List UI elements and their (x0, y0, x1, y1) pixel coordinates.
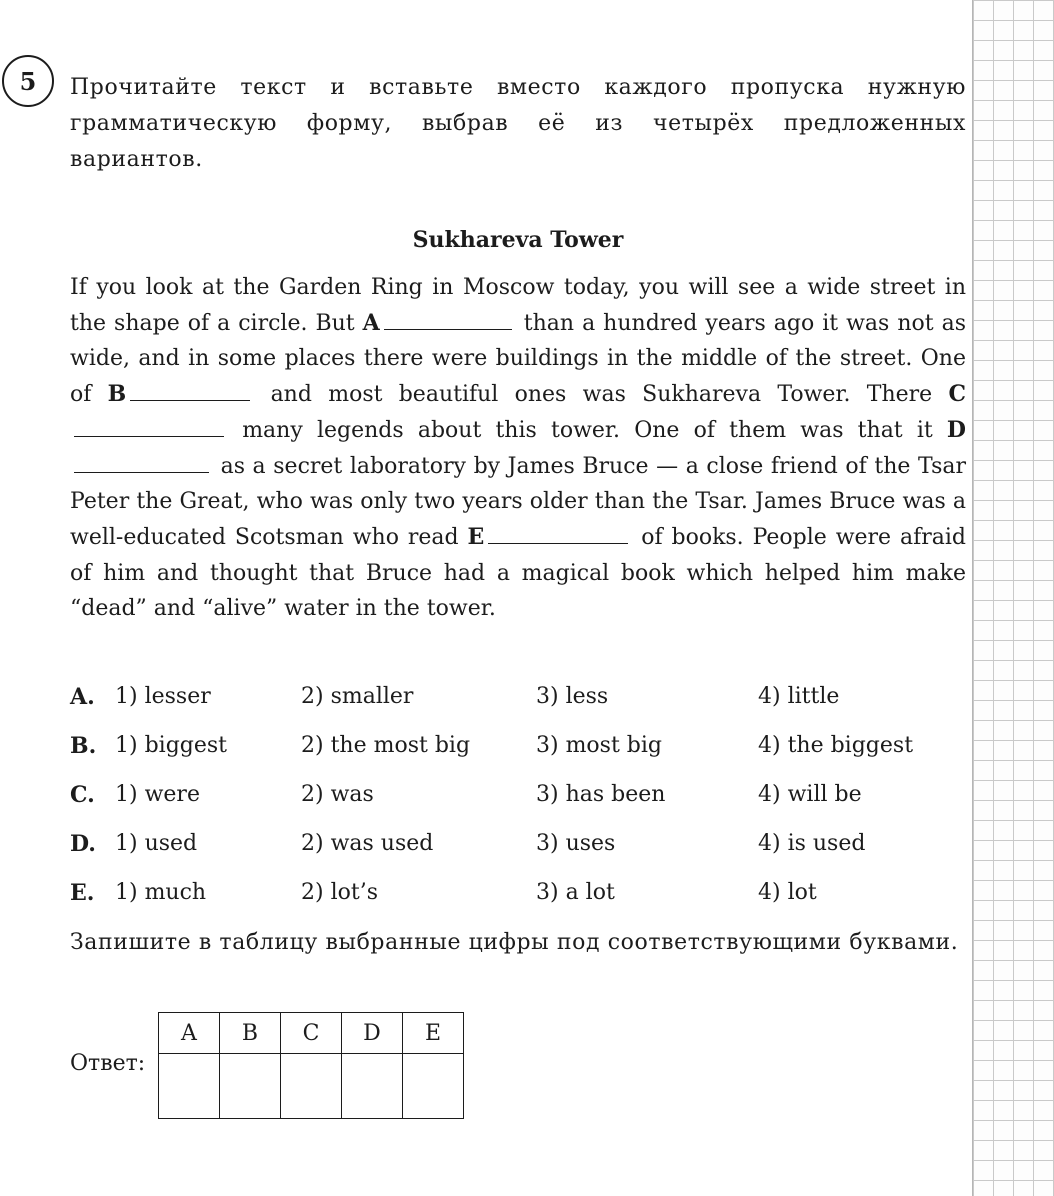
answer-header-cell: E (403, 1013, 464, 1054)
option-row-b (70, 733, 966, 782)
option-choice: 1) biggest (115, 733, 228, 758)
option-letter: E. (70, 880, 95, 906)
option-choice: 3) has been (536, 782, 666, 807)
answer-cell-b[interactable] (220, 1054, 281, 1119)
option-choice: 2) lot’s (301, 880, 378, 905)
gap-label-c: C (948, 381, 966, 408)
option-choice: 1) were (115, 782, 200, 807)
answer-table (158, 1012, 464, 1119)
gap-label-b: B (107, 381, 127, 408)
option-choice: 1) used (115, 831, 198, 856)
option-choice: 1) lesser (115, 684, 211, 709)
gap-blank-a (384, 311, 512, 330)
option-letter: B. (70, 733, 97, 759)
passage-part-2: than a hundred years ago it was not as wide, and in some places there were buildings in the middle of the street. One of (70, 310, 967, 408)
answer-options (70, 684, 966, 929)
answer-cell-c[interactable] (281, 1054, 342, 1119)
task-instruction: Прочитайте текст и вставьте вместо каждого пропуска нужную грамматическую форму, выбрав её из четырёх предложенных вариантов. (70, 75, 966, 172)
gap-blank-e (488, 525, 628, 544)
option-letter: A. (70, 684, 95, 710)
answer-header-cell: A (159, 1013, 220, 1054)
answer-label: Ответ: (70, 1051, 146, 1076)
gap-label-a: A (362, 309, 380, 336)
option-choice: 2) was used (301, 831, 434, 856)
passage-part-6: of books. People were afraid of him and thought that Bruce had a magical book which helped him make “dead” and “alive” water in the tower. (70, 524, 966, 622)
option-choice: 2) was (301, 782, 374, 807)
option-choice: 4) little (758, 684, 840, 709)
passage-part-1: If you look at the Garden Ring in Moscow today, you will see a wide street in the shape of a circle. But (70, 275, 966, 336)
option-choice: 3) a lot (536, 880, 615, 905)
option-row-c (70, 782, 966, 831)
option-choice: 4) the biggest (758, 733, 914, 758)
passage-text (70, 270, 966, 627)
option-choice: 3) most big (536, 733, 663, 758)
option-row-a (70, 684, 966, 733)
gap-blank-b (130, 382, 250, 401)
answer-header-cell: D (342, 1013, 403, 1054)
answer-input-row (159, 1054, 464, 1119)
task-number-badge (2, 55, 54, 107)
option-choice: 3) less (536, 684, 609, 709)
option-row-e (70, 880, 966, 929)
answer-cell-e[interactable] (403, 1054, 464, 1119)
option-row-d (70, 831, 966, 880)
option-letter: D. (70, 831, 96, 857)
write-instruction: Запишите в таблицу выбранные цифры под соответствующими буквами. (70, 930, 959, 955)
grid-margin (972, 0, 1054, 1196)
gap-blank-c (74, 418, 224, 437)
option-choice: 2) the most big (301, 733, 471, 758)
option-choice: 2) smaller (301, 684, 414, 709)
option-choice: 3) uses (536, 831, 616, 856)
option-choice: 1) much (115, 880, 207, 905)
task-number: 5 (19, 66, 37, 96)
gap-label-d: D (946, 416, 966, 443)
option-choice: 4) is used (758, 831, 866, 856)
answer-cell-a[interactable] (159, 1054, 220, 1119)
gap-blank-d (74, 454, 209, 473)
passage-part-4: many legends about this tower. One of them was that it (242, 417, 933, 443)
gap-label-e: E (467, 523, 485, 550)
answer-header-row (159, 1013, 464, 1054)
option-choice: 4) lot (758, 880, 817, 905)
passage-part-3: and most beautiful ones was Sukhareva Tower. There (270, 382, 933, 408)
option-letter: C. (70, 782, 95, 808)
answer-cell-d[interactable] (342, 1054, 403, 1119)
passage-part-5: as a secret laboratory by James Bruce — a close friend of the Tsar Peter the Great, who was only two years older than the Tsar. James Bruce was a well-educated Scotsman who read (70, 453, 966, 550)
answer-header-cell: C (281, 1013, 342, 1054)
answer-header-cell: B (220, 1013, 281, 1054)
passage-title: Sukhareva Tower (412, 227, 624, 253)
option-choice: 4) will be (758, 782, 862, 807)
